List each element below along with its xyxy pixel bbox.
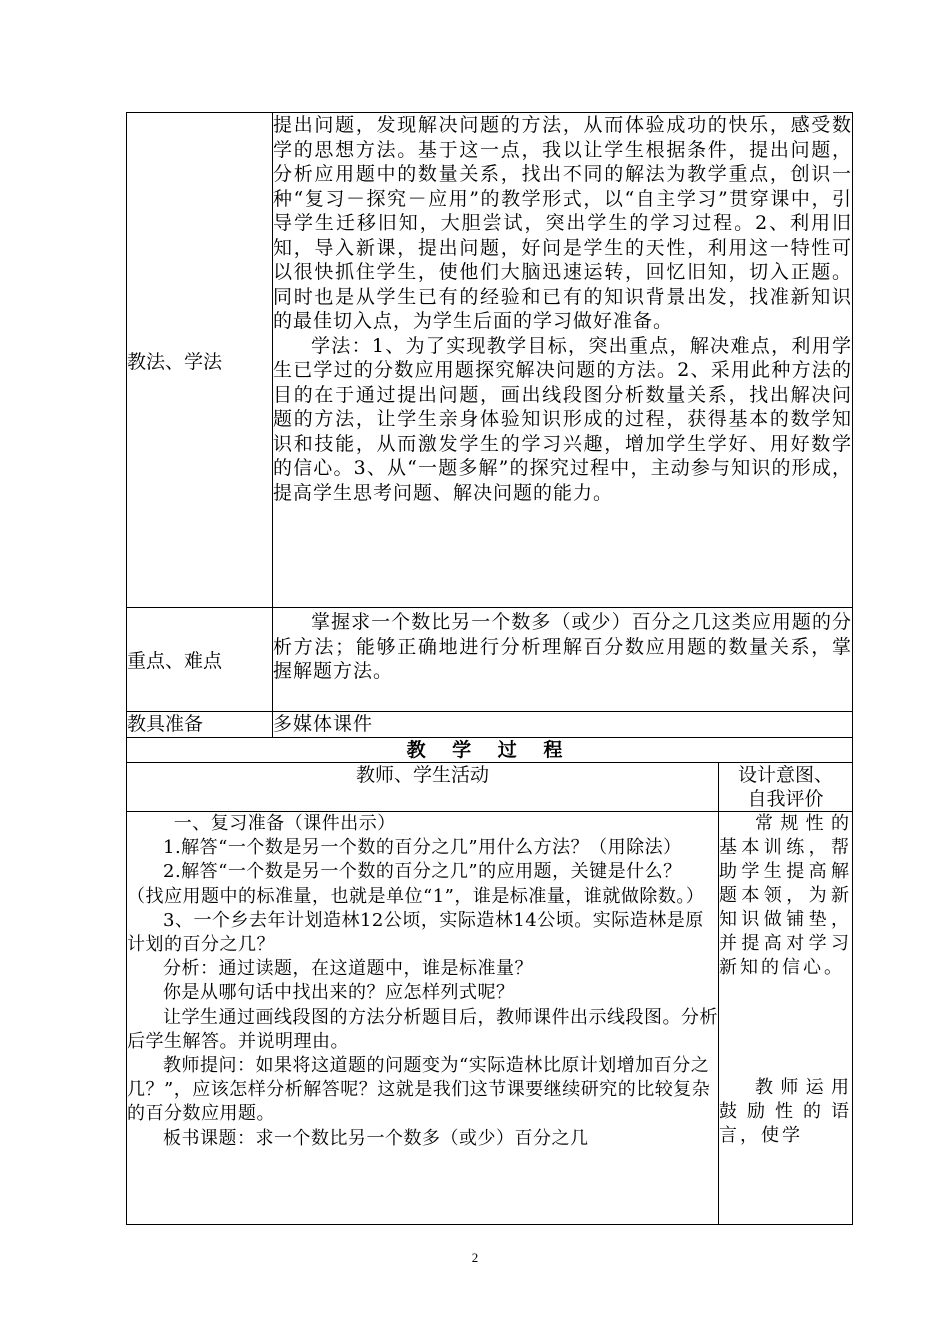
- col-header-design-line1: 设计意图、: [737, 764, 833, 786]
- process-line: 让学生通过画线段图的方法分析题目后，教师课件出示线段图。分析后学生解答。并说明理由。: [127, 1006, 718, 1052]
- process-line: 3、一个乡去年计划造林12公顷，实际造林14公顷。实际造林是原计划的百分之几？: [127, 909, 704, 956]
- row-process-header: [127, 763, 853, 812]
- methods-paragraph-2: 学法：1、为了实现教学目标，突出重点，解决难点，利用学生已学过的分数应用题探究解决问题的方法。2、采用此种方法的目的在于通过提出问题，画出线段图分析数量关系，找出解决问题的方法，让学生亲身体验知识形成的过程，获得基本的数学知识和技能，从而激发学生的学习兴趣，增加学生学好、用好数学的信心。3、从“一题多解”的探究过程中，主动参与知识的形成，提高学生思考问题、解决问题的能力。: [273, 334, 852, 504]
- col-header-design: [719, 763, 853, 812]
- page-number: 2: [471, 1250, 479, 1265]
- process-line: 2.解答“一个数是另一个数的百分之几”的应用题，关键是什么？（找应用题中的标准量，也就是单位“1”，谁是标准量，谁就做除数。）: [127, 861, 705, 907]
- process-line: 分析：通过读题，在这道题中，谁是标准量？: [163, 958, 533, 980]
- tools-content: 多媒体课件: [273, 712, 853, 738]
- design-note-1: 常规性的基本训练，帮助学生提高解题本领，为新知识做铺垫，并提高对学习新知的信心。: [719, 813, 852, 978]
- process-line: 教师提问：如果将这道题的问题变为“实际造林比原计划增加百分之几？”，应该怎样分析解答呢？这就是我们这节课要继续研究的比较复杂的百分数应用题。: [127, 1055, 711, 1125]
- process-line: 1.解答“一个数是另一个数的百分之几”用什么方法？（用除法）: [163, 837, 682, 859]
- row-key-points: [127, 608, 853, 712]
- lesson-plan-table: [126, 112, 853, 1225]
- col-header-design-line2: 自我评价: [747, 788, 824, 810]
- process-line: 一、复习准备（课件出示）: [173, 813, 396, 834]
- col-header-activities: 教师、学生活动: [127, 763, 719, 812]
- row-process-body: [127, 812, 853, 1225]
- key-points-content: [273, 608, 853, 712]
- process-line: 板书课题：求一个数比另一个数多（或少）百分之几: [163, 1127, 589, 1149]
- process-line: 你是从哪句话中找出来的？应怎样列式呢？: [163, 982, 515, 1004]
- methods-content: [273, 113, 853, 608]
- label-key-points: 重点、难点: [127, 608, 273, 712]
- row-tools: [127, 712, 853, 738]
- methods-paragraph-1: 提出问题，发现解决问题的方法，从而体验成功的快乐，感受数学的思想方法。基于这一点，我以让学生根据条件，提出问题，分析应用题中的数量关系，找出不同的解法为教学重点，创识一种“复习－探究－应用”的教学形式，以“自主学习”贯穿课中，引导学生迁移旧知，大胆尝试，突出学生的学习过程。2、利用旧知，导入新课，提出问题，好问是学生的天性，利用这一特性可以很快抓住学生，使他们大脑迅速运转，回忆旧知，切入正题。同时也是从学生已有的经验和已有的知识背景出发，找准新知识的最佳切入点，为学生后面的学习做好准备。: [273, 114, 852, 332]
- row-process-title: [127, 738, 853, 763]
- design-note-2: 教师运用鼓励性的语言，使学: [719, 1077, 852, 1146]
- process-design-notes: [719, 812, 853, 1225]
- label-tools: 教具准备: [127, 712, 273, 738]
- label-methods: 教法、学法: [127, 113, 273, 608]
- process-activities: [127, 812, 719, 1225]
- key-points-text: 掌握求一个数比另一个数多（或少）百分之几这类应用题的分析方法；能够正确地进行分析理解百分数应用题的数量关系，掌握解题方法。: [273, 611, 852, 682]
- row-methods: [127, 113, 853, 608]
- process-title: 教 学 过 程: [127, 738, 853, 763]
